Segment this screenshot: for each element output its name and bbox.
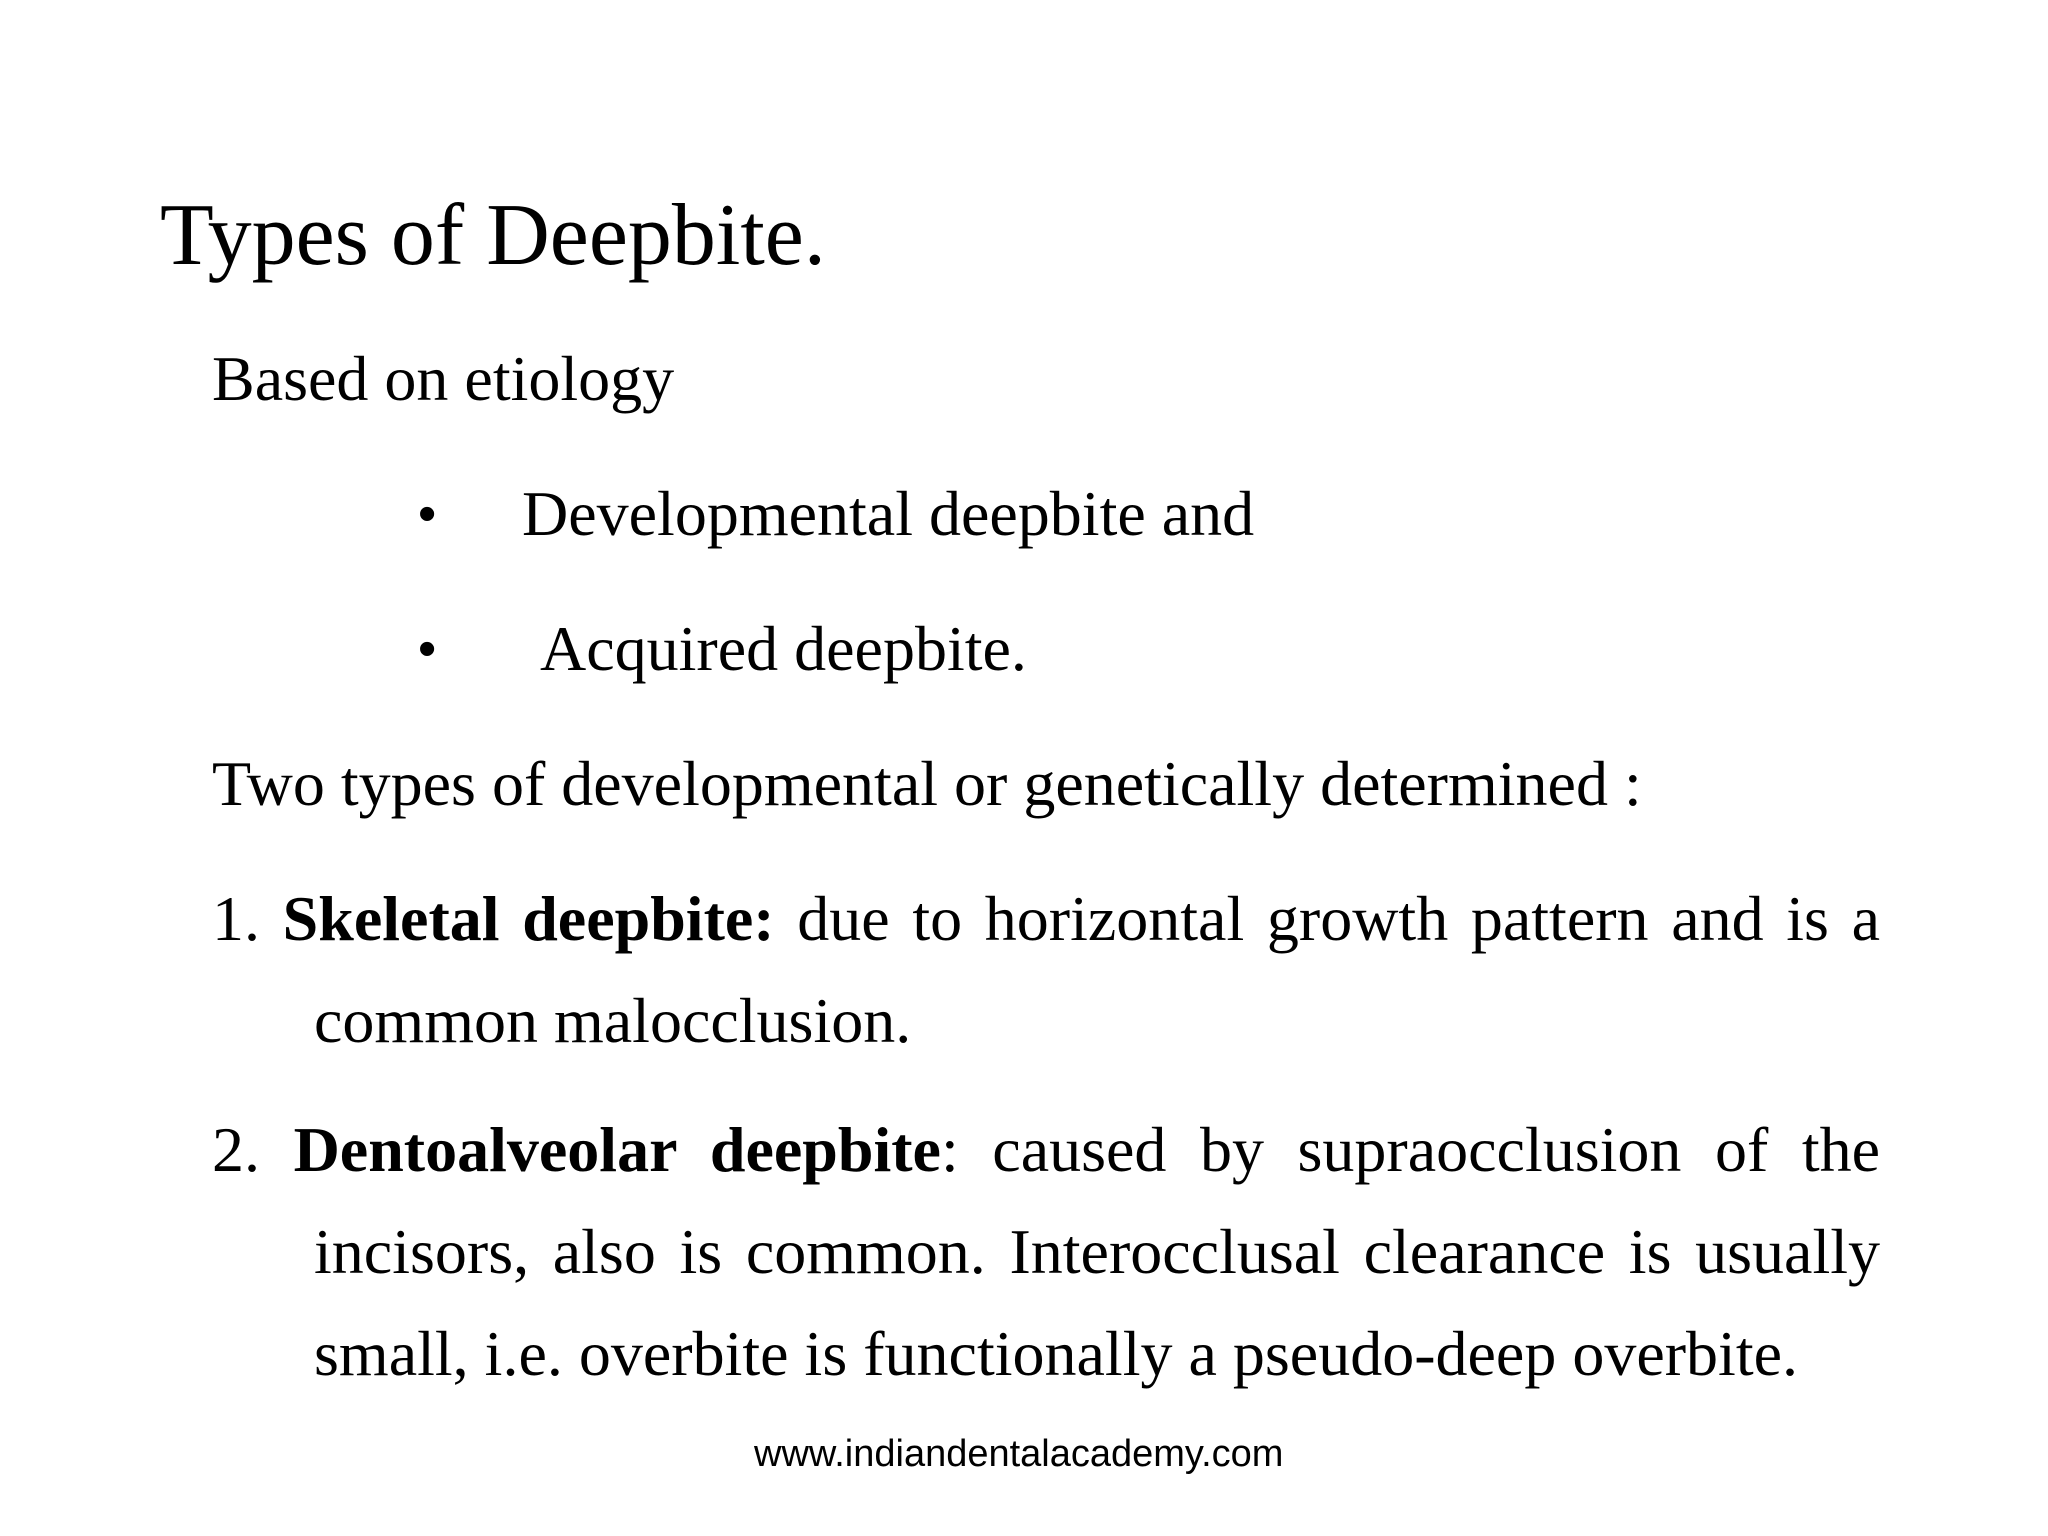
item-number: 2. — [212, 1114, 260, 1185]
item-number: 1. — [212, 883, 260, 954]
bullet-text: Developmental deepbite and — [522, 478, 1255, 549]
item-term: Dentoalveolar deepbite — [293, 1114, 941, 1185]
footer-url: www.indiandentalacademy.com — [754, 1433, 1284, 1475]
numbered-item — [212, 1099, 1880, 1405]
intro-text: Two types of developmental or genetically determined : — [212, 748, 1642, 819]
item-term: Skeletal deepbite: — [282, 883, 775, 954]
slide-title: Types of Deepbite. — [160, 187, 826, 284]
bullet-marker: • — [418, 485, 437, 543]
subheading: Based on etiology — [212, 343, 675, 414]
item-text: : caused by supraocclusion of the incisors, also is common. Interocclusal clearance is usually small, i.e. overbite is functionally a pseudo-deep overbite. — [314, 1114, 1881, 1389]
bullet-marker: • — [418, 620, 437, 678]
numbered-item — [212, 868, 1880, 1072]
item-text: due to horizontal growth pattern and is a common malocclusion. — [314, 883, 1880, 1056]
bullet-text: Acquired deepbite. — [540, 613, 1027, 684]
